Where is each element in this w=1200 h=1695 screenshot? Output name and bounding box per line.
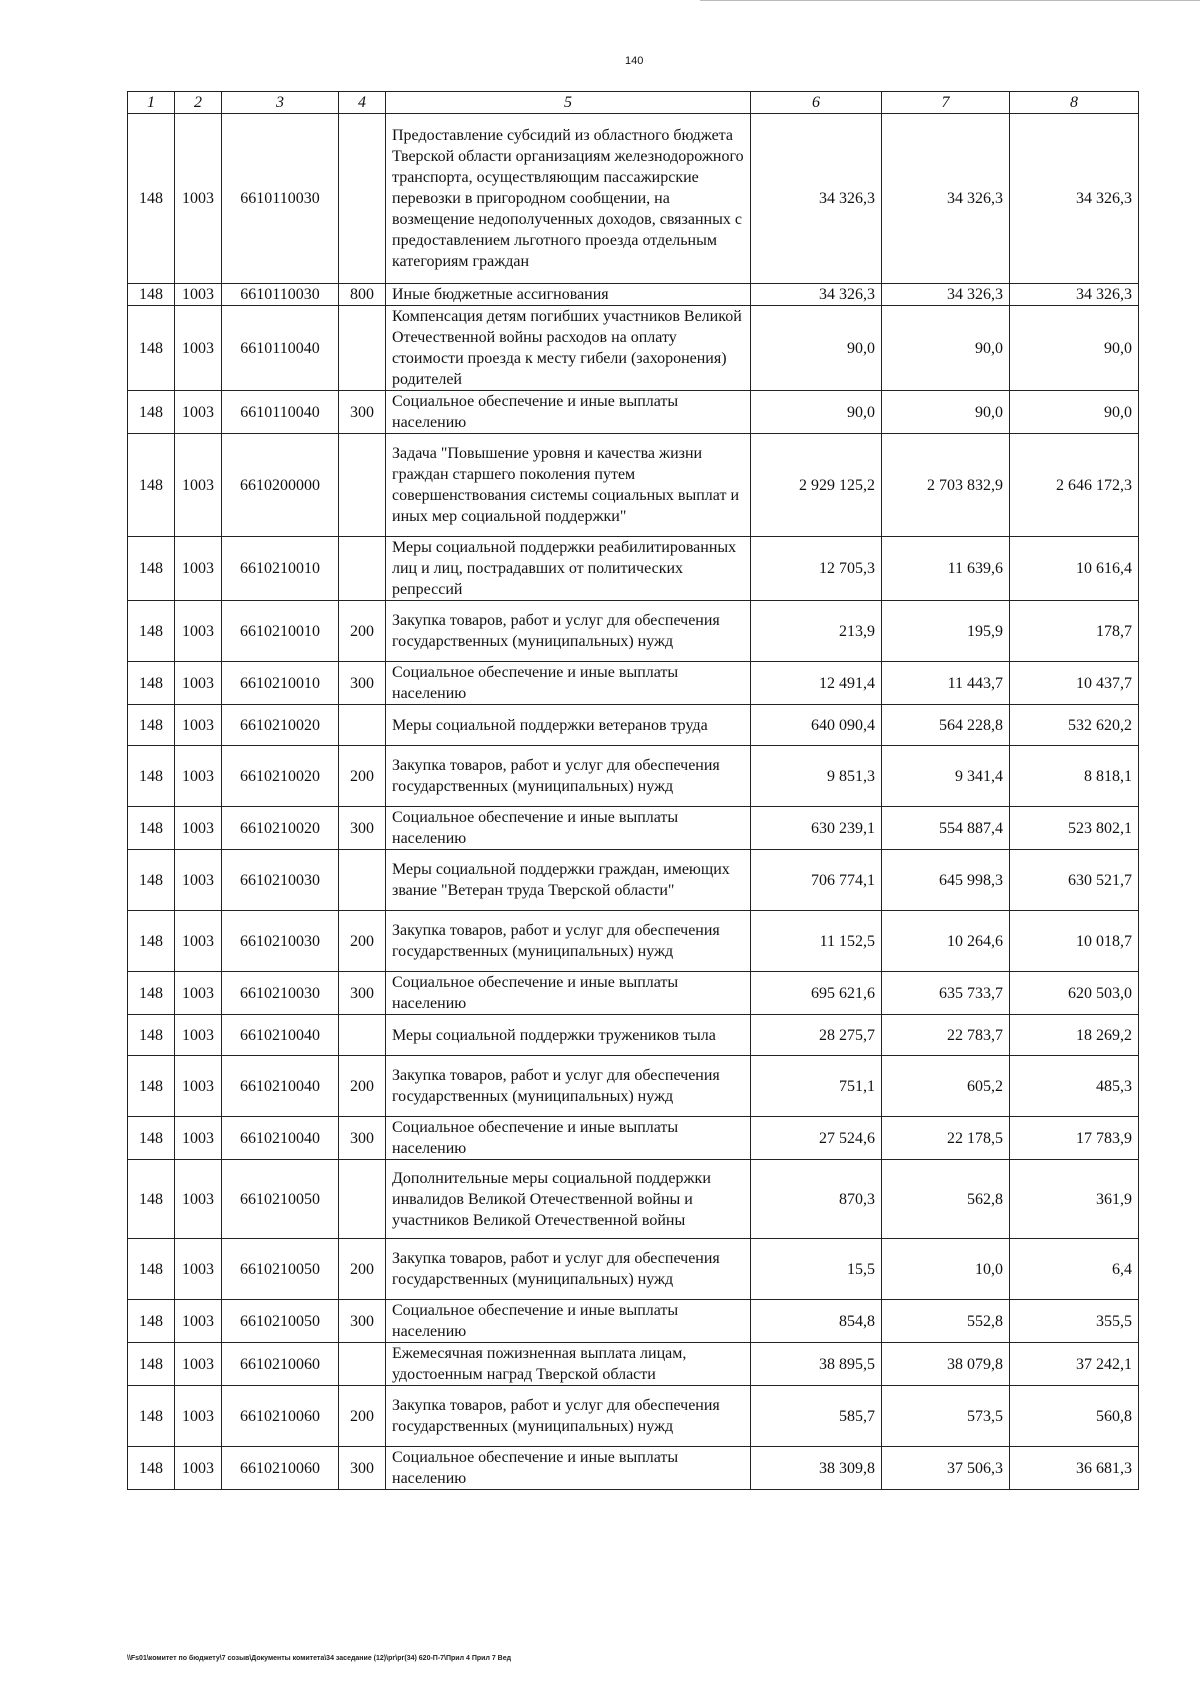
cell-amount-2: 34 326,3 bbox=[882, 114, 1010, 284]
cell-target-article: 6610210040 bbox=[222, 1117, 339, 1160]
cell-expense-type: 200 bbox=[339, 746, 386, 807]
cell-amount-1: 90,0 bbox=[751, 306, 882, 391]
cell-target-article: 6610210050 bbox=[222, 1239, 339, 1300]
cell-target-article: 6610210010 bbox=[222, 537, 339, 601]
table-row bbox=[128, 284, 1139, 306]
cell-expense-type: 300 bbox=[339, 1300, 386, 1343]
cell-amount-1: 15,5 bbox=[751, 1239, 882, 1300]
cell-target-article: 6610210010 bbox=[222, 601, 339, 662]
cell-expense-type: 300 bbox=[339, 807, 386, 850]
table-row bbox=[128, 306, 1139, 391]
header-cell: 6 bbox=[751, 92, 882, 114]
header-cell: 5 bbox=[386, 92, 751, 114]
cell-target-article: 6610110030 bbox=[222, 114, 339, 284]
cell-target-article: 6610210050 bbox=[222, 1300, 339, 1343]
cell-amount-1: 213,9 bbox=[751, 601, 882, 662]
cell-amount-2: 22 178,5 bbox=[882, 1117, 1010, 1160]
top-edge-line bbox=[700, 0, 1200, 1]
cell-amount-2: 11 443,7 bbox=[882, 662, 1010, 705]
cell-amount-2: 38 079,8 bbox=[882, 1343, 1010, 1386]
cell-amount-1: 38 895,5 bbox=[751, 1343, 882, 1386]
cell-amount-3: 34 326,3 bbox=[1010, 284, 1139, 306]
cell-expense-type: 300 bbox=[339, 1117, 386, 1160]
cell-amount-1: 90,0 bbox=[751, 391, 882, 434]
cell-section-code: 1003 bbox=[175, 1117, 222, 1160]
cell-amount-1: 585,7 bbox=[751, 1386, 882, 1447]
cell-section-code: 1003 bbox=[175, 1300, 222, 1343]
cell-description: Закупка товаров, работ и услуг для обеспечения государственных (муниципальных) нужд bbox=[386, 911, 751, 972]
cell-expense-type: 200 bbox=[339, 601, 386, 662]
cell-section-code: 1003 bbox=[175, 850, 222, 911]
cell-amount-3: 630 521,7 bbox=[1010, 850, 1139, 911]
cell-description: Социальное обеспечение и иные выплаты населению bbox=[386, 972, 751, 1015]
cell-chapter-code: 148 bbox=[128, 1343, 175, 1386]
cell-target-article: 6610210020 bbox=[222, 705, 339, 746]
cell-expense-type bbox=[339, 1015, 386, 1056]
cell-amount-3: 560,8 bbox=[1010, 1386, 1139, 1447]
cell-section-code: 1003 bbox=[175, 434, 222, 537]
cell-target-article: 6610210060 bbox=[222, 1386, 339, 1447]
cell-section-code: 1003 bbox=[175, 1386, 222, 1447]
cell-section-code: 1003 bbox=[175, 1160, 222, 1239]
table-row bbox=[128, 1160, 1139, 1239]
cell-amount-2: 10,0 bbox=[882, 1239, 1010, 1300]
cell-section-code: 1003 bbox=[175, 911, 222, 972]
cell-section-code: 1003 bbox=[175, 662, 222, 705]
cell-section-code: 1003 bbox=[175, 537, 222, 601]
cell-description: Социальное обеспечение и иные выплаты населению bbox=[386, 807, 751, 850]
header-cell: 8 bbox=[1010, 92, 1139, 114]
cell-target-article: 6610110030 bbox=[222, 284, 339, 306]
cell-chapter-code: 148 bbox=[128, 306, 175, 391]
cell-amount-3: 10 616,4 bbox=[1010, 537, 1139, 601]
cell-amount-3: 532 620,2 bbox=[1010, 705, 1139, 746]
cell-section-code: 1003 bbox=[175, 807, 222, 850]
cell-section-code: 1003 bbox=[175, 746, 222, 807]
cell-chapter-code: 148 bbox=[128, 1160, 175, 1239]
cell-amount-2: 605,2 bbox=[882, 1056, 1010, 1117]
cell-amount-2: 90,0 bbox=[882, 306, 1010, 391]
cell-expense-type bbox=[339, 537, 386, 601]
cell-chapter-code: 148 bbox=[128, 284, 175, 306]
header-cell: 1 bbox=[128, 92, 175, 114]
cell-amount-3: 10 018,7 bbox=[1010, 911, 1139, 972]
table-row bbox=[128, 391, 1139, 434]
cell-amount-2: 564 228,8 bbox=[882, 705, 1010, 746]
table-row bbox=[128, 1343, 1139, 1386]
table-row bbox=[128, 1386, 1139, 1447]
table-body bbox=[128, 114, 1139, 1490]
cell-amount-1: 11 152,5 bbox=[751, 911, 882, 972]
cell-amount-1: 706 774,1 bbox=[751, 850, 882, 911]
table-row bbox=[128, 1015, 1139, 1056]
cell-amount-2: 90,0 bbox=[882, 391, 1010, 434]
header-cell: 3 bbox=[222, 92, 339, 114]
cell-target-article: 6610210040 bbox=[222, 1056, 339, 1117]
cell-chapter-code: 148 bbox=[128, 537, 175, 601]
header-cell: 2 bbox=[175, 92, 222, 114]
table-row bbox=[128, 1300, 1139, 1343]
table-row bbox=[128, 850, 1139, 911]
cell-section-code: 1003 bbox=[175, 1015, 222, 1056]
cell-amount-3: 361,9 bbox=[1010, 1160, 1139, 1239]
cell-amount-3: 90,0 bbox=[1010, 391, 1139, 434]
cell-target-article: 6610200000 bbox=[222, 434, 339, 537]
cell-amount-2: 573,5 bbox=[882, 1386, 1010, 1447]
cell-section-code: 1003 bbox=[175, 705, 222, 746]
cell-amount-2: 2 703 832,9 bbox=[882, 434, 1010, 537]
cell-expense-type: 200 bbox=[339, 1056, 386, 1117]
table-row bbox=[128, 1056, 1139, 1117]
cell-amount-1: 751,1 bbox=[751, 1056, 882, 1117]
cell-chapter-code: 148 bbox=[128, 114, 175, 284]
cell-chapter-code: 148 bbox=[128, 434, 175, 537]
cell-expense-type: 200 bbox=[339, 911, 386, 972]
cell-section-code: 1003 bbox=[175, 601, 222, 662]
cell-chapter-code: 148 bbox=[128, 601, 175, 662]
cell-expense-type: 200 bbox=[339, 1386, 386, 1447]
cell-target-article: 6610210010 bbox=[222, 662, 339, 705]
cell-amount-1: 27 524,6 bbox=[751, 1117, 882, 1160]
cell-chapter-code: 148 bbox=[128, 1447, 175, 1490]
cell-amount-1: 2 929 125,2 bbox=[751, 434, 882, 537]
cell-amount-1: 12 705,3 bbox=[751, 537, 882, 601]
cell-target-article: 6610210030 bbox=[222, 850, 339, 911]
cell-chapter-code: 148 bbox=[128, 1239, 175, 1300]
cell-description: Социальное обеспечение и иные выплаты населению bbox=[386, 1447, 751, 1490]
cell-amount-2: 10 264,6 bbox=[882, 911, 1010, 972]
cell-amount-3: 178,7 bbox=[1010, 601, 1139, 662]
cell-amount-1: 34 326,3 bbox=[751, 114, 882, 284]
header-cell: 7 bbox=[882, 92, 1010, 114]
cell-target-article: 6610210030 bbox=[222, 972, 339, 1015]
cell-expense-type: 300 bbox=[339, 972, 386, 1015]
cell-chapter-code: 148 bbox=[128, 705, 175, 746]
header-row bbox=[128, 92, 1139, 114]
cell-expense-type: 300 bbox=[339, 1447, 386, 1490]
budget-table bbox=[127, 91, 1139, 1490]
cell-amount-3: 34 326,3 bbox=[1010, 114, 1139, 284]
cell-amount-2: 37 506,3 bbox=[882, 1447, 1010, 1490]
cell-description: Закупка товаров, работ и услуг для обеспечения государственных (муниципальных) нужд bbox=[386, 746, 751, 807]
cell-expense-type: 800 bbox=[339, 284, 386, 306]
cell-description: Иные бюджетные ассигнования bbox=[386, 284, 751, 306]
cell-amount-3: 485,3 bbox=[1010, 1056, 1139, 1117]
cell-amount-2: 552,8 bbox=[882, 1300, 1010, 1343]
cell-description: Закупка товаров, работ и услуг для обеспечения государственных (муниципальных) нужд bbox=[386, 1386, 751, 1447]
cell-target-article: 6610110040 bbox=[222, 306, 339, 391]
cell-amount-1: 12 491,4 bbox=[751, 662, 882, 705]
cell-expense-type bbox=[339, 1343, 386, 1386]
cell-expense-type bbox=[339, 114, 386, 284]
cell-expense-type bbox=[339, 306, 386, 391]
cell-amount-3: 10 437,7 bbox=[1010, 662, 1139, 705]
cell-description: Меры социальной поддержки ветеранов труда bbox=[386, 705, 751, 746]
cell-amount-2: 562,8 bbox=[882, 1160, 1010, 1239]
cell-expense-type: 300 bbox=[339, 662, 386, 705]
table-row bbox=[128, 807, 1139, 850]
cell-chapter-code: 148 bbox=[128, 391, 175, 434]
table-row bbox=[128, 1447, 1139, 1490]
cell-section-code: 1003 bbox=[175, 972, 222, 1015]
cell-amount-1: 854,8 bbox=[751, 1300, 882, 1343]
cell-chapter-code: 148 bbox=[128, 850, 175, 911]
cell-target-article: 6610210040 bbox=[222, 1015, 339, 1056]
cell-section-code: 1003 bbox=[175, 391, 222, 434]
table-row bbox=[128, 537, 1139, 601]
cell-amount-2: 22 783,7 bbox=[882, 1015, 1010, 1056]
cell-amount-2: 34 326,3 bbox=[882, 284, 1010, 306]
cell-description: Социальное обеспечение и иные выплаты населению bbox=[386, 1117, 751, 1160]
cell-chapter-code: 148 bbox=[128, 1015, 175, 1056]
cell-target-article: 6610210030 bbox=[222, 911, 339, 972]
cell-chapter-code: 148 bbox=[128, 746, 175, 807]
cell-description: Социальное обеспечение и иные выплаты населению bbox=[386, 391, 751, 434]
table-row bbox=[128, 1239, 1139, 1300]
cell-amount-3: 90,0 bbox=[1010, 306, 1139, 391]
cell-description: Ежемесячная пожизненная выплата лицам, удостоенным наград Тверской области bbox=[386, 1343, 751, 1386]
cell-amount-1: 9 851,3 bbox=[751, 746, 882, 807]
cell-section-code: 1003 bbox=[175, 114, 222, 284]
cell-chapter-code: 148 bbox=[128, 1386, 175, 1447]
cell-amount-2: 554 887,4 bbox=[882, 807, 1010, 850]
cell-expense-type: 200 bbox=[339, 1239, 386, 1300]
cell-target-article: 6610210020 bbox=[222, 746, 339, 807]
cell-target-article: 6610210060 bbox=[222, 1343, 339, 1386]
cell-amount-3: 8 818,1 bbox=[1010, 746, 1139, 807]
cell-description: Закупка товаров, работ и услуг для обеспечения государственных (муниципальных) нужд bbox=[386, 601, 751, 662]
cell-amount-3: 2 646 172,3 bbox=[1010, 434, 1139, 537]
cell-expense-type bbox=[339, 705, 386, 746]
cell-target-article: 6610210020 bbox=[222, 807, 339, 850]
cell-amount-3: 37 242,1 bbox=[1010, 1343, 1139, 1386]
footer-file-path: \\Fs01\комитет по бюджету\7 созыв\Документы комитета\34 заседание (12)\рг\рг(34) 620-П-7\Прил 4 Прил 7 Вед bbox=[127, 1655, 512, 1662]
table-header bbox=[128, 92, 1139, 114]
cell-target-article: 6610210050 bbox=[222, 1160, 339, 1239]
cell-amount-2: 635 733,7 bbox=[882, 972, 1010, 1015]
table-row bbox=[128, 972, 1139, 1015]
table-row bbox=[128, 114, 1139, 284]
cell-section-code: 1003 bbox=[175, 306, 222, 391]
cell-section-code: 1003 bbox=[175, 1056, 222, 1117]
cell-amount-2: 9 341,4 bbox=[882, 746, 1010, 807]
table-row bbox=[128, 911, 1139, 972]
cell-amount-2: 195,9 bbox=[882, 601, 1010, 662]
table-row bbox=[128, 1117, 1139, 1160]
cell-target-article: 6610110040 bbox=[222, 391, 339, 434]
cell-description: Меры социальной поддержки тружеников тыла bbox=[386, 1015, 751, 1056]
cell-description: Задача "Повышение уровня и качества жизни граждан старшего поколения путем совершенствования системы социальных выплат и иных мер социальной поддержки" bbox=[386, 434, 751, 537]
cell-chapter-code: 148 bbox=[128, 911, 175, 972]
cell-expense-type bbox=[339, 434, 386, 537]
cell-chapter-code: 148 bbox=[128, 1300, 175, 1343]
table-row bbox=[128, 662, 1139, 705]
cell-expense-type bbox=[339, 1160, 386, 1239]
cell-expense-type bbox=[339, 850, 386, 911]
cell-target-article: 6610210060 bbox=[222, 1447, 339, 1490]
table-row bbox=[128, 746, 1139, 807]
cell-amount-2: 11 639,6 bbox=[882, 537, 1010, 601]
cell-amount-1: 695 621,6 bbox=[751, 972, 882, 1015]
cell-description: Меры социальной поддержки реабилитированных лиц и лиц, пострадавших от политических репрессий bbox=[386, 537, 751, 601]
cell-amount-3: 620 503,0 bbox=[1010, 972, 1139, 1015]
table-row bbox=[128, 434, 1139, 537]
cell-section-code: 1003 bbox=[175, 1343, 222, 1386]
cell-amount-1: 870,3 bbox=[751, 1160, 882, 1239]
table-row bbox=[128, 601, 1139, 662]
cell-amount-3: 36 681,3 bbox=[1010, 1447, 1139, 1490]
cell-amount-2: 645 998,3 bbox=[882, 850, 1010, 911]
cell-description: Предоставление субсидий из областного бюджета Тверской области организациям железнодорожного транспорта, осуществляющим пассажирские перевозки в пригородном сообщении, на возмещение недополученных доходов, связанных с предоставлением льготного проезда отдельным категориям граждан bbox=[386, 114, 751, 284]
cell-amount-1: 640 090,4 bbox=[751, 705, 882, 746]
cell-description: Социальное обеспечение и иные выплаты населению bbox=[386, 662, 751, 705]
cell-description: Дополнительные меры социальной поддержки инвалидов Великой Отечественной войны и участников Великой Отечественной войны bbox=[386, 1160, 751, 1239]
cell-amount-1: 630 239,1 bbox=[751, 807, 882, 850]
cell-amount-1: 28 275,7 bbox=[751, 1015, 882, 1056]
cell-description: Закупка товаров, работ и услуг для обеспечения государственных (муниципальных) нужд bbox=[386, 1056, 751, 1117]
cell-chapter-code: 148 bbox=[128, 1117, 175, 1160]
cell-amount-3: 523 802,1 bbox=[1010, 807, 1139, 850]
cell-amount-3: 355,5 bbox=[1010, 1300, 1139, 1343]
cell-chapter-code: 148 bbox=[128, 1056, 175, 1117]
cell-description: Компенсация детям погибших участников Великой Отечественной войны расходов на оплату стоимости проезда к месту гибели (захоронения) родителей bbox=[386, 306, 751, 391]
cell-section-code: 1003 bbox=[175, 1447, 222, 1490]
cell-amount-3: 18 269,2 bbox=[1010, 1015, 1139, 1056]
page-number: 140 bbox=[625, 55, 644, 67]
header-cell: 4 bbox=[339, 92, 386, 114]
cell-chapter-code: 148 bbox=[128, 662, 175, 705]
cell-description: Меры социальной поддержки граждан, имеющих звание "Ветеран труда Тверской области" bbox=[386, 850, 751, 911]
cell-section-code: 1003 bbox=[175, 1239, 222, 1300]
cell-amount-1: 34 326,3 bbox=[751, 284, 882, 306]
cell-description: Закупка товаров, работ и услуг для обеспечения государственных (муниципальных) нужд bbox=[386, 1239, 751, 1300]
cell-description: Социальное обеспечение и иные выплаты населению bbox=[386, 1300, 751, 1343]
cell-expense-type: 300 bbox=[339, 391, 386, 434]
cell-amount-1: 38 309,8 bbox=[751, 1447, 882, 1490]
table-row bbox=[128, 705, 1139, 746]
cell-section-code: 1003 bbox=[175, 284, 222, 306]
cell-amount-3: 6,4 bbox=[1010, 1239, 1139, 1300]
cell-chapter-code: 148 bbox=[128, 807, 175, 850]
cell-amount-3: 17 783,9 bbox=[1010, 1117, 1139, 1160]
cell-chapter-code: 148 bbox=[128, 972, 175, 1015]
